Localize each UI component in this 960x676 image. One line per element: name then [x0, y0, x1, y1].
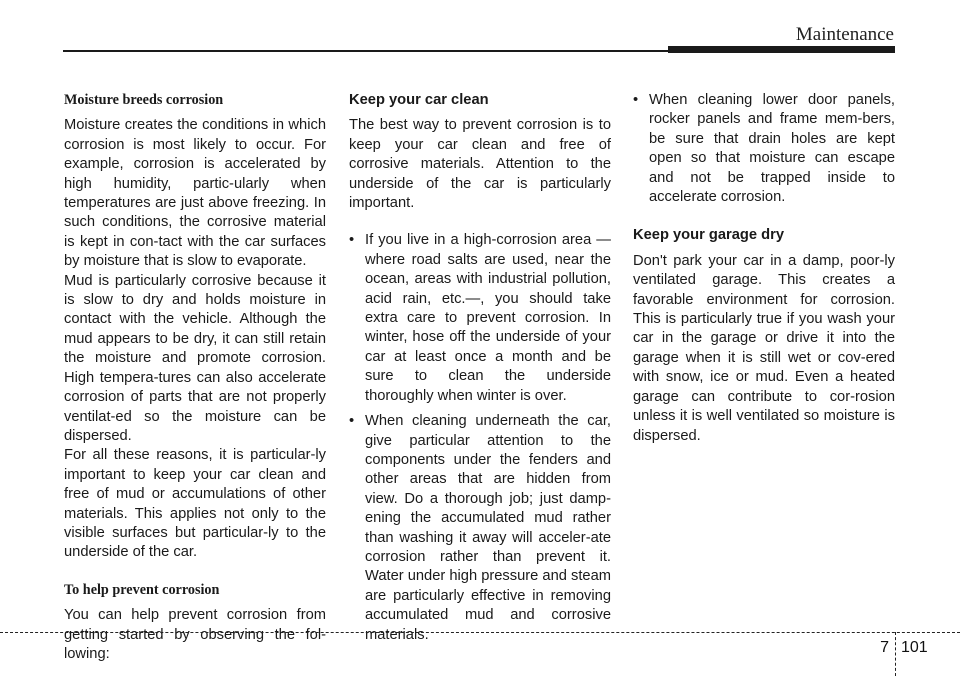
paragraph: Moisture creates the conditions in which corrosion is most likely to occur. For example, corrosion is accelerated by high humidity, partic-ularly when temperatures are just above freezing. In such conditions, the corrosive material is kept in con-tact with the car surfaces by moisture that is slow to evaporate.: [64, 117, 326, 270]
list-item-text: When cleaning underneath the car, give particular attention to the components under the fenders and other areas that are hidden from view. Do a thorough job; just damp-ening the accumulated mud rather than washing it away will acceler-ate corrosion rather than prevent it. Water under high pressure and steam are particularly effective in removing accumulated mud and corrosive materials.: [365, 413, 612, 643]
header-rule: [63, 50, 668, 52]
footer-rule: [0, 632, 960, 633]
heading-keep-your-car-clean: Keep your car clean: [349, 92, 489, 108]
list-item: [349, 412, 611, 645]
list-item: [633, 91, 895, 207]
section-title: Maintenance: [795, 24, 894, 45]
paragraph: Mud is particularly corrosive because it is slow to dry and holds moisture in contact with the vehicle. Although the mud appears to be dry, it can still retain the moisture and promote corrosion. High tempera-tures can also accelerate corrosion of parts that are not properly ventilat-ed so the moisture can be dispersed.: [64, 272, 326, 444]
column-2: [349, 91, 611, 651]
bullet-list: [633, 91, 895, 207]
page-number: 101: [901, 639, 928, 656]
paragraph: Don't park your car in a damp, poor-ly ventilated garage. This creates a favorable environment for corrosion. This is particularly true if you wash your car in the garage or drive it into the garage when it is still wet or cov-ered with snow, ice or mud. Even a heated garage can contribute to cor-rosion unless it is well ventilated so moisture is dispersed.: [633, 252, 895, 444]
bullet-icon: •: [633, 92, 639, 108]
list-item: [349, 231, 611, 406]
bullet-list: [349, 231, 611, 645]
list-item-text: If you live in a high-corrosion area — where road salts are used, near the ocean, areas with industrial pollution, acid rain, etc.—, you should take extra care to prevent corrosion. In winter, hose off the underside of your car at least once a month and be sure to clean the underside thoroughly when winter is over.: [365, 232, 611, 404]
header-rule-accent: [668, 46, 895, 53]
column-3: [633, 91, 895, 446]
list-item-text: When cleaning lower door panels, rocker panels and frame mem-bers, be sure that drain holes are kept open so that moisture can escape and not be trapped inside to accelerate corrosion.: [649, 92, 895, 206]
paragraph: For all these reasons, it is particular-ly important to keep your car clean and free of mud or accumulations of other materials. This applies not only to the visible surfaces but particular-ly to the underside of the car.: [64, 447, 326, 561]
bullet-icon: •: [349, 413, 355, 430]
heading-to-help-prevent-corrosion: To help prevent corrosion: [64, 581, 220, 598]
heading-moisture-breeds-corrosion: Moisture breeds corrosion: [64, 92, 224, 108]
footer-divider: [895, 632, 896, 676]
paragraph: The best way to prevent corrosion is to keep your car clean and free of corrosive materials. Attention to the underside of the car is particularly important.: [349, 117, 611, 212]
column-1: [64, 91, 326, 664]
bullet-icon: •: [349, 232, 355, 249]
paragraph: You can help prevent corrosion from getting started by observing the fol-lowing:: [64, 607, 326, 662]
heading-keep-your-garage-dry: Keep your garage dry: [633, 227, 785, 244]
chapter-number: 7: [880, 639, 889, 656]
